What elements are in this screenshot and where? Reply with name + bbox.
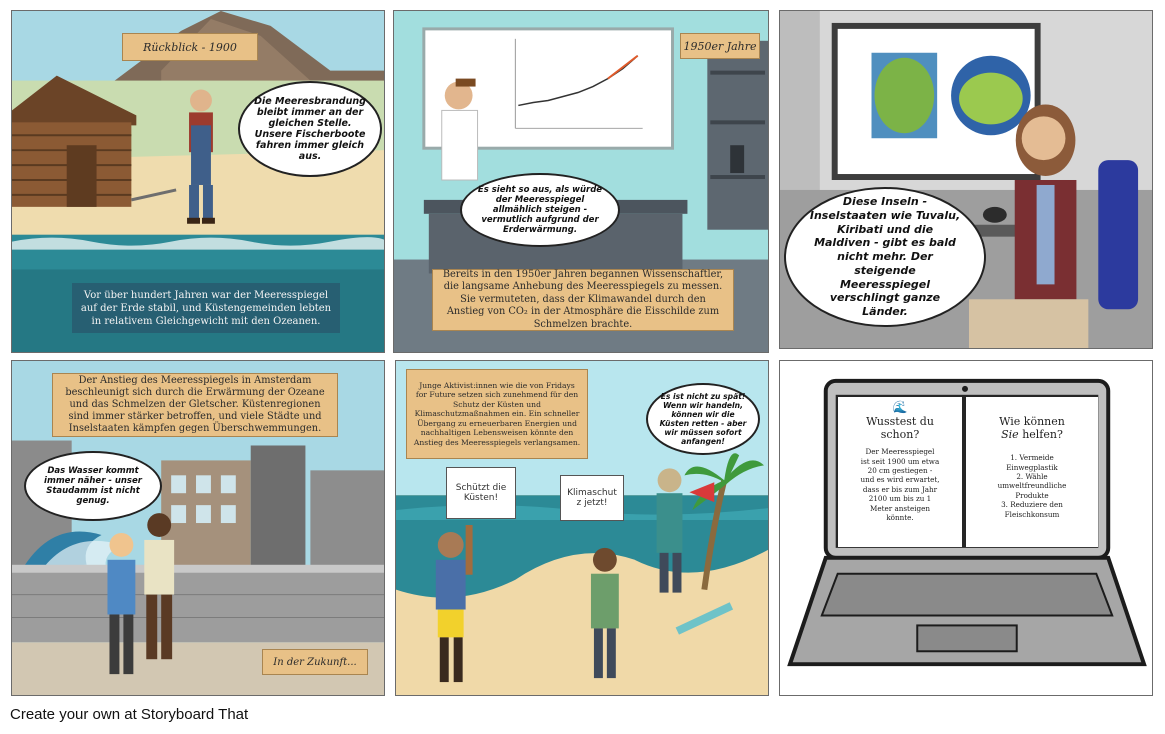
caption-top: Rückblick - 1900 bbox=[122, 33, 258, 61]
help-item: 3. Reduziere den Fleischkonsum bbox=[1001, 500, 1063, 519]
panel-1950s bbox=[393, 10, 769, 353]
speech-bubble: Das Wasser kommt immer näher - unser Staudamm ist nicht genug. bbox=[24, 451, 162, 521]
panel-amsterdam bbox=[11, 360, 385, 696]
footer-link[interactable]: Create your own at Storyboard That bbox=[10, 706, 249, 723]
caption-top: Junge Aktivist:innen wie die von Fridays for Future setzen sich zunehmend für den Schutz der Küsten und Klimaschutzmaßnahmen ein. Ein schneller Übergang zu erneuerbaren Energien und nachhaltigen Lebensweisen könnte den Anstieg des Meeresspiegels verlangsamen. bbox=[406, 369, 588, 459]
caption-bottom: In der Zukunft... bbox=[262, 649, 368, 675]
speech-bubble: Es sieht so aus, als würde der Meeresspiegel allmählich steigen - vermutlich aufgrund der Erderwärmung. bbox=[460, 173, 620, 247]
fact-column bbox=[838, 397, 962, 547]
protest-sign: Klimaschut z jetzt! bbox=[560, 475, 624, 521]
caption-bottom: Bereits in den 1950er Jahren begannen Wissenschaftler, die langsame Anhebung des Meeresspiegels zu messen. Sie vermuteten, dass der Klimawandel durch den Anstieg von CO₂ in der Atmosphäre die Eisschilde zum Schmelzen brachte. bbox=[432, 269, 734, 331]
wave-icon: 🌊 bbox=[892, 400, 908, 414]
caption-top: 1950er Jahre bbox=[680, 33, 760, 59]
caption-bottom: Vor über hundert Jahren war der Meeresspiegel auf der Erde stabil, und Küstengemeinden lebten in relativem Gleichgewicht mit den Ozeanen. bbox=[72, 283, 340, 333]
panel-laptop-facts bbox=[779, 360, 1153, 696]
panel-island-states bbox=[779, 10, 1153, 349]
panel-activists bbox=[395, 360, 769, 696]
help-item: 2. Wähle umweltfreundliche Produkte bbox=[997, 472, 1067, 500]
help-title: Wie können Sie helfen? bbox=[999, 415, 1065, 442]
speech-bubble: Die Meeresbrandung bleibt immer an der gleichen Stelle. Unsere Fischerboote fahren immer gleich aus. bbox=[238, 81, 382, 177]
panel-1900 bbox=[11, 10, 385, 353]
fact-title: Wusstest du schon? bbox=[866, 415, 934, 442]
speech-bubble: Es ist nicht zu spät! Wenn wir handeln, können wir die Küsten retten - aber wir müssen sofort anfangen! bbox=[646, 383, 760, 455]
help-column bbox=[966, 397, 1098, 547]
help-item: 1. Vermeide Einwegplastik bbox=[1006, 453, 1058, 472]
speech-bubble: Diese Inseln - Inselstaaten wie Tuvalu, Kiribati und die Maldiven - gibt es bald nicht mehr. Der steigende Meeresspiegel verschlingt ganze Länder. bbox=[784, 187, 986, 327]
caption-top: Der Anstieg des Meeresspiegels in Amsterdam beschleunigt sich durch die Erwärmung der Ozeane und das Schmelzen der Gletscher. Küstenregionen sind immer stärker betroffen, und viele Städte und Inselstaaten kämpfen gegen Überschwemmungen. bbox=[52, 373, 338, 437]
protest-sign: Schützt die Küsten! bbox=[446, 467, 516, 519]
fact-body: Der Meeresspiegel ist seit 1900 um etwa 20 cm gestiegen - und es wird erwartet, dass er bis zum Jahr 2100 um bis zu 1 Meter ansteigen könnte. bbox=[860, 447, 940, 522]
